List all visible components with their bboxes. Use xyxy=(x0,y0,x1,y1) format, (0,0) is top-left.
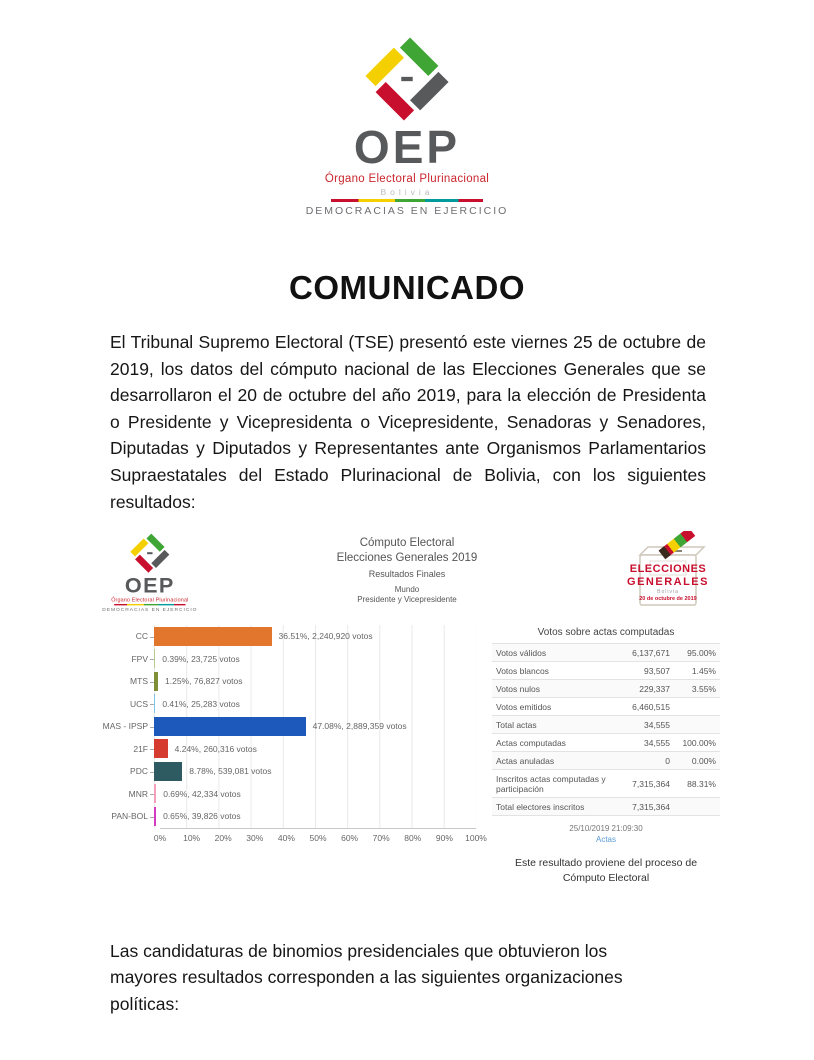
bar-track xyxy=(154,805,476,828)
results-footer-note: Este resultado proviene del proceso de Cómputo Electoral xyxy=(514,857,698,884)
results-title-line2: Elecciones Generales 2019 xyxy=(336,552,478,565)
bar-ucs xyxy=(154,694,155,713)
results-title-line1: Cómputo Electoral xyxy=(359,537,455,550)
votes-table-title: Votos sobre actas computadas xyxy=(537,627,675,639)
x-tick-label: 0% xyxy=(153,832,167,843)
oep-country: Bolivia xyxy=(380,187,434,197)
row-percent: 1.45% xyxy=(674,662,720,680)
row-value: 93,507 xyxy=(618,662,674,680)
row-label: Votos nulos xyxy=(492,680,618,698)
bar-row xyxy=(98,693,476,716)
bar-row xyxy=(98,738,476,761)
row-percent: 100.00% xyxy=(674,734,720,752)
table-row xyxy=(492,698,720,716)
oep-wordmark: OEP xyxy=(124,573,175,598)
category-label: MNR xyxy=(98,789,154,799)
row-percent: 95.00% xyxy=(674,644,720,662)
row-value: 34,555 xyxy=(618,734,674,752)
x-tick-label: 50% xyxy=(309,832,327,843)
results-title-line5: Presidente y Vicepresidente xyxy=(357,595,457,605)
results-title-line3: Resultados Finales xyxy=(368,569,446,580)
bar-value-label: 0.65%, 39,826 votos xyxy=(163,811,241,822)
table-row xyxy=(492,752,720,770)
oep-color-bar xyxy=(331,199,483,202)
table-row xyxy=(492,644,720,662)
results-title-line4: Mundo xyxy=(394,585,420,595)
votes-table-body xyxy=(492,644,720,816)
bar-value-label: 8.78%, 539,081 votos xyxy=(189,766,272,777)
table-row xyxy=(492,662,720,680)
bar-value-label: 4.24%, 260,316 votos xyxy=(174,743,257,754)
bar-track xyxy=(154,648,476,671)
row-label: Votos blancos xyxy=(492,662,618,680)
row-value: 7,315,364 xyxy=(618,770,674,798)
actas-link[interactable]: Actas xyxy=(595,835,616,845)
bar-track xyxy=(154,783,476,806)
category-label: 21F xyxy=(98,744,154,754)
bar-mts xyxy=(154,672,158,691)
row-percent xyxy=(674,798,720,816)
category-label: PAN-BOL xyxy=(98,811,154,821)
bar-mnr xyxy=(154,784,156,803)
bar-rows xyxy=(98,625,476,828)
ballot-box-icon xyxy=(364,36,450,122)
row-label: Actas anuladas xyxy=(492,752,618,770)
table-row xyxy=(492,680,720,698)
bar-fpv xyxy=(154,649,155,668)
bar-value-label: 1.25%, 76,827 votos xyxy=(165,676,243,687)
row-percent: 0.00% xyxy=(674,752,720,770)
bar-track xyxy=(154,670,476,693)
bar-value-label: 47.08%, 2,889,359 votos xyxy=(312,721,407,732)
elecciones-generales-text xyxy=(616,563,720,602)
x-tick-label: 20% xyxy=(214,832,232,843)
row-label: Total electores inscritos xyxy=(492,798,618,816)
category-label: CC xyxy=(98,631,154,641)
bar-track xyxy=(154,625,476,648)
bar-track xyxy=(154,715,476,738)
x-tick-label: 60% xyxy=(341,832,359,843)
x-axis xyxy=(153,828,487,845)
x-tick-label: 70% xyxy=(372,832,390,843)
oep-tagline: DEMOCRACIAS EN EJERCICIO xyxy=(305,205,509,217)
row-percent xyxy=(674,716,720,734)
ballot-box-icon xyxy=(130,533,170,573)
row-value: 229,337 xyxy=(618,680,674,698)
oep-color-bar xyxy=(114,604,185,605)
bar-track xyxy=(154,693,476,716)
results-screenshot xyxy=(98,531,720,885)
bar-row xyxy=(98,625,476,648)
bar-track xyxy=(154,738,476,761)
category-label: MAS - IPSP xyxy=(98,721,154,731)
category-label: PDC xyxy=(98,766,154,776)
bar-track xyxy=(154,760,476,783)
row-label: Total actas xyxy=(492,716,618,734)
document-page xyxy=(0,36,814,1060)
votes-panel xyxy=(492,625,720,885)
x-tick-label: 30% xyxy=(246,832,264,843)
row-value: 0 xyxy=(618,752,674,770)
votes-table xyxy=(492,643,720,816)
category-label: MTS xyxy=(98,676,154,686)
page-title: COMUNICADO xyxy=(289,269,525,306)
table-row xyxy=(492,770,720,798)
oep-wordmark: OEP xyxy=(353,121,461,173)
x-tick-label: 80% xyxy=(404,832,422,843)
results-body xyxy=(98,625,720,885)
bar-row xyxy=(98,670,476,693)
row-value: 6,460,515 xyxy=(618,698,674,716)
elecciones-generales-logo xyxy=(616,531,720,613)
row-value: 6,137,671 xyxy=(618,644,674,662)
intro-paragraph: El Tribunal Supremo Electoral (TSE) presentó este viernes 25 de octubre de 2019, los datos del cómputo nacional de las Elecciones Generales que se desarrollaron el 20 de octubre del año 2019, para la elección de Presidenta o Presidente y Vicepresidenta o Vicepresidente, Senadoras y Senadores, Diputadas y Diputados y Representantes ante Organismos Parlamentarios Supraestatales del Estado Plurinacional de Bolivia, con los siguientes resultados: xyxy=(110,332,706,512)
row-value: 7,315,364 xyxy=(618,798,674,816)
oep-org-name: Órgano Electoral Plurinacional xyxy=(324,173,490,185)
bar-cc xyxy=(154,627,272,646)
bar-row xyxy=(98,715,476,738)
x-tick-label: 40% xyxy=(277,832,295,843)
x-tick-label: 90% xyxy=(435,832,453,843)
category-label: UCS xyxy=(98,699,154,709)
row-percent xyxy=(674,698,720,716)
bar-value-label: 0.39%, 23,725 votos xyxy=(162,653,240,664)
closing-paragraph: Las candidaturas de binomios presidenciales que obtuvieron los mayores resultados corresponden a las siguientes organizaciones políticas: xyxy=(110,940,623,1014)
row-label: Inscritos actas computadas y participación xyxy=(492,770,618,798)
row-label: Votos emitidos xyxy=(492,698,618,716)
results-bar-chart xyxy=(98,625,487,885)
row-value: 34,555 xyxy=(618,716,674,734)
x-tick-label: 100% xyxy=(465,832,487,843)
oep-logo-small xyxy=(98,531,198,611)
bar-value-label: 36.51%, 2,240,920 votos xyxy=(278,631,373,642)
bar-row xyxy=(98,805,476,828)
eg-line4: 20 de octubre de 2019 xyxy=(639,596,697,603)
eg-line3: Bolivia xyxy=(657,589,679,596)
bar-row xyxy=(98,760,476,783)
table-row xyxy=(492,716,720,734)
bar-row xyxy=(98,783,476,806)
eg-line1: ELECCIONES xyxy=(629,563,707,576)
bar-value-label: 0.41%, 25,283 votos xyxy=(162,698,240,709)
oep-logo xyxy=(0,36,814,217)
bar-pan-bol xyxy=(154,807,156,826)
bar-pdc xyxy=(154,762,182,781)
results-titles xyxy=(198,531,616,604)
table-row xyxy=(492,734,720,752)
bar-row xyxy=(98,648,476,671)
oep-org-name: Órgano Electoral Plurinacional xyxy=(111,597,189,604)
category-label: FPV xyxy=(98,654,154,664)
bar-mas-ipsp xyxy=(154,717,306,736)
results-header xyxy=(98,531,720,615)
oep-tagline: DEMOCRACIAS EN EJERCICIO xyxy=(102,606,198,613)
eg-line2: GENERALES xyxy=(627,575,709,588)
row-label: Actas computadas xyxy=(492,734,618,752)
bar-value-label: 0.69%, 42,334 votos xyxy=(163,788,241,799)
row-percent: 3.55% xyxy=(674,680,720,698)
bar-21f xyxy=(154,739,168,758)
x-tick-label: 10% xyxy=(183,832,201,843)
table-row xyxy=(492,798,720,816)
row-percent: 88.31% xyxy=(674,770,720,798)
results-timestamp: 25/10/2019 21:09:30 xyxy=(569,824,643,834)
row-label: Votos válidos xyxy=(492,644,618,662)
